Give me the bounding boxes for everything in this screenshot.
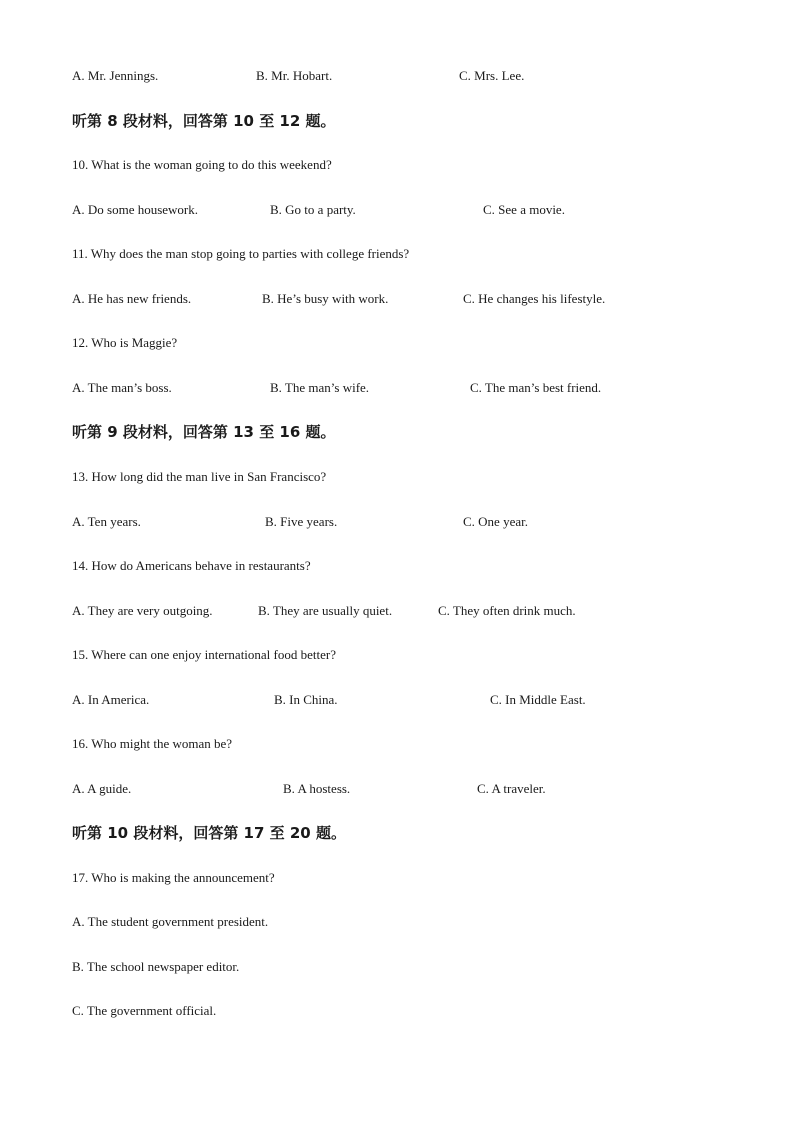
q17-option-c: C. The government official. bbox=[72, 1003, 217, 1018]
q12-option-c: C. The man’s best friend. bbox=[470, 380, 602, 395]
q15-option-c: C. In Middle East. bbox=[490, 692, 586, 707]
q16-text: 16. Who might the woman be? bbox=[72, 736, 233, 751]
q14-option-c: C. They often drink much. bbox=[438, 603, 576, 618]
q13-text: 13. How long did the man live in San Francisco? bbox=[72, 469, 327, 484]
q13-option-a: A. Ten years. bbox=[72, 514, 141, 529]
q9-option-b: B. Mr. Hobart. bbox=[256, 68, 333, 83]
section-8-heading: 听第 8 段材料，回答第 10 至 12 题。 bbox=[72, 112, 336, 130]
section-9-heading: 听第 9 段材料，回答第 13 至 16 题。 bbox=[72, 423, 336, 441]
q17-text: 17. Who is making the announcement? bbox=[72, 870, 275, 885]
q11-option-c: C. He changes his lifestyle. bbox=[463, 291, 606, 306]
section-10-heading: 听第 10 段材料，回答第 17 至 20 题。 bbox=[72, 824, 346, 842]
q14-option-a: A. They are very outgoing. bbox=[72, 603, 213, 618]
q17-option-b: B. The school newspaper editor. bbox=[72, 959, 240, 974]
q13-option-c: C. One year. bbox=[463, 514, 528, 529]
q11-option-b: B. He’s busy with work. bbox=[262, 291, 389, 306]
q12-option-a: A. The man’s boss. bbox=[72, 380, 172, 395]
q14-option-b: B. They are usually quiet. bbox=[258, 603, 393, 618]
q11-text: 11. Why does the man stop going to parties with college friends? bbox=[72, 246, 410, 261]
q17-option-a: A. The student government president. bbox=[72, 914, 269, 929]
q15-option-b: B. In China. bbox=[274, 692, 338, 707]
q10-text: 10. What is the woman going to do this weekend? bbox=[72, 157, 332, 172]
q12-option-b: B. The man’s wife. bbox=[270, 380, 370, 395]
q10-option-b: B. Go to a party. bbox=[270, 202, 356, 217]
q15-option-a: A. In America. bbox=[72, 692, 150, 707]
q16-option-b: B. A hostess. bbox=[283, 781, 351, 796]
q15-text: 15. Where can one enjoy international food better? bbox=[72, 647, 336, 662]
q13-option-b: B. Five years. bbox=[265, 514, 338, 529]
q12-text: 12. Who is Maggie? bbox=[72, 335, 178, 350]
q11-option-a: A. He has new friends. bbox=[72, 291, 192, 306]
q9-option-a: A. Mr. Jennings. bbox=[72, 68, 159, 83]
q16-option-a: A. A guide. bbox=[72, 781, 132, 796]
q16-option-c: C. A traveler. bbox=[477, 781, 546, 796]
q14-text: 14. How do Americans behave in restaurants? bbox=[72, 558, 311, 573]
q9-option-c: C. Mrs. Lee. bbox=[459, 68, 525, 83]
q10-option-a: A. Do some housework. bbox=[72, 202, 199, 217]
q10-option-c: C. See a movie. bbox=[483, 202, 565, 217]
